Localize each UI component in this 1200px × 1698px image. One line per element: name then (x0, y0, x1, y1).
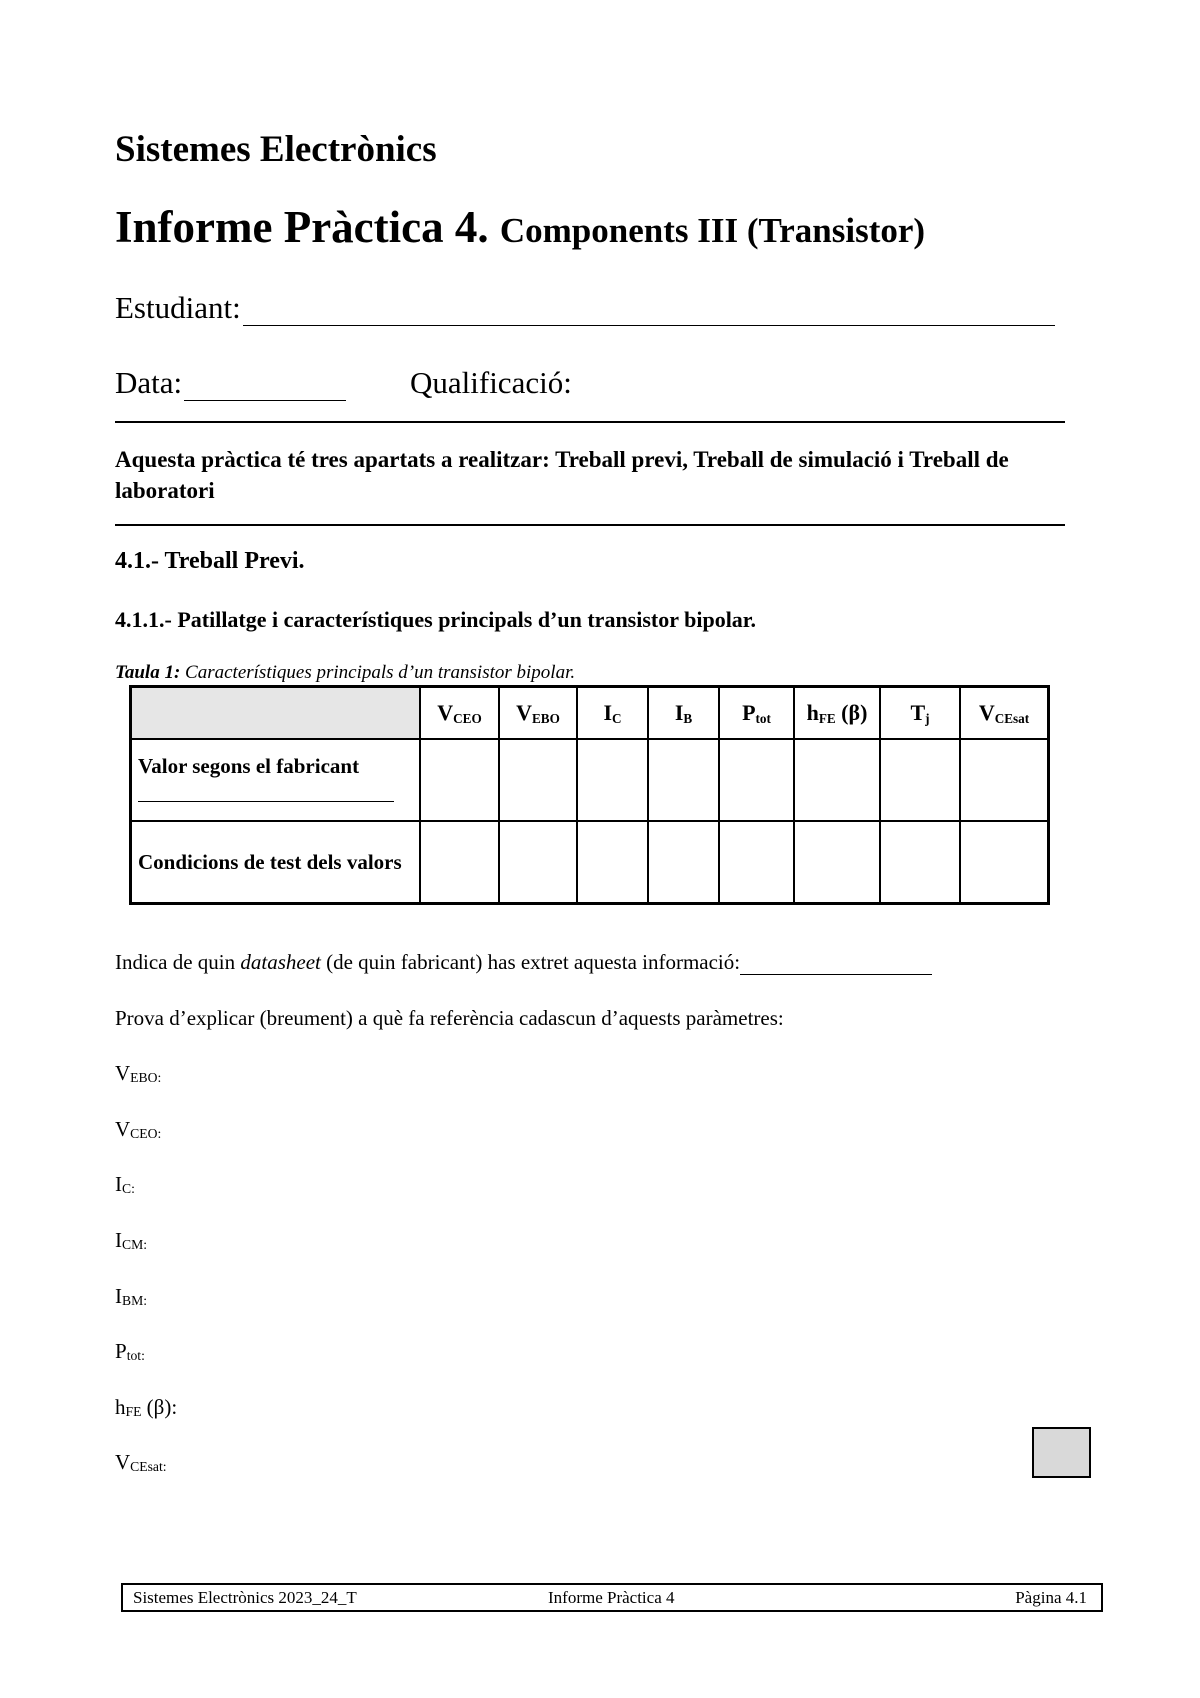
date-field (115, 365, 346, 401)
header-tj: $T_j$ (880, 687, 960, 740)
header-ib: $I_B$ (648, 687, 719, 740)
param-vcesat: $V_{CEsat:}$ (115, 1450, 167, 1474)
intro-text: Aquesta pràctica té tres apartats a realitzar: Treball previ, Treball de simulació i Treball de laboratori (115, 447, 1009, 503)
footer-page-number: Pàgina 4.1 (1015, 1588, 1087, 1607)
student-label: Estudiant: (115, 290, 241, 325)
course-title: Sistemes Electrònics (115, 129, 437, 170)
footer-report: Informe Pràctica 4 (548, 1588, 675, 1607)
table-header-row (131, 687, 1049, 740)
student-name-line[interactable] (243, 295, 1055, 326)
table-cell[interactable] (420, 821, 499, 904)
table-cell[interactable] (794, 821, 880, 904)
student-field (115, 290, 1055, 326)
divider-bottom (115, 524, 1065, 526)
param-icm: $I_{CM:}$ (115, 1228, 148, 1252)
header-ptot: $P_{tot}$ (719, 687, 794, 740)
table-caption-text: Característiques principals d’un transistor bipolar. (185, 662, 576, 683)
table-cell[interactable] (880, 821, 960, 904)
table-cell[interactable] (719, 739, 794, 821)
table-cell[interactable] (499, 739, 577, 821)
section-heading: 4.1.- Treball Previ. (115, 548, 305, 574)
param-vebo: $V_{EBO:}$ (115, 1061, 162, 1085)
table-cell[interactable] (719, 821, 794, 904)
header-vebo: $V_{EBO}$ (499, 687, 577, 740)
grade-box[interactable] (1032, 1427, 1091, 1478)
manufacturer-line[interactable] (138, 791, 394, 802)
page-footer (121, 1583, 1103, 1612)
row-label-test-conditions: Condicions de test dels valors (131, 821, 421, 904)
table-header-empty (131, 687, 421, 740)
table-cell[interactable] (648, 739, 719, 821)
grade-label: Qualificació: (410, 365, 572, 400)
row-label-manufacturer: Valor segons el fabricant (131, 739, 421, 821)
table-cell[interactable] (648, 821, 719, 904)
table-cell[interactable] (960, 821, 1049, 904)
table-cell[interactable] (960, 739, 1049, 821)
report-title-sub: Components III (Transistor) (499, 211, 926, 250)
date-line[interactable] (184, 370, 346, 401)
table-caption (115, 662, 575, 684)
table-cell[interactable] (794, 739, 880, 821)
date-label: Data: (115, 365, 183, 400)
param-hfe: $h_{FE}$ (β): (115, 1395, 178, 1419)
report-title (115, 201, 925, 253)
divider-top (115, 421, 1065, 423)
report-title-main: Informe Pràctica 4. (115, 202, 489, 252)
table-cell[interactable] (880, 739, 960, 821)
datasheet-answer-line[interactable] (740, 954, 932, 975)
footer-course: Sistemes Electrònics 2023_24_T (133, 1588, 357, 1607)
explain-question: Prova d’explicar (breument) a què fa referència cadascun d’aquests paràmetres: (115, 1006, 784, 1030)
param-ibm: $I_{BM:}$ (115, 1284, 148, 1308)
characteristics-table (129, 685, 1050, 905)
table-cell[interactable] (420, 739, 499, 821)
table-row (131, 821, 1049, 904)
param-vceo: $V_{CEO:}$ (115, 1117, 162, 1141)
table-cell[interactable] (577, 739, 648, 821)
header-ic: $I_C$ (577, 687, 648, 740)
datasheet-question: Indica de quin datasheet (de quin fabricant) has extret aquesta informació: (115, 950, 932, 975)
subsection-heading: 4.1.1.- Patillatge i característiques principals d’un transistor bipolar. (115, 607, 757, 632)
header-vcesat: $V_{CEsat}$ (960, 687, 1049, 740)
table-row (131, 739, 1049, 821)
header-hfe: $h_{FE}$ (β) (794, 687, 880, 740)
param-ic: $I_{C:}$ (115, 1172, 135, 1196)
table-cell[interactable] (499, 821, 577, 904)
header-vceo: $V_{CEO}$ (420, 687, 499, 740)
table-cell[interactable] (577, 821, 648, 904)
table-caption-label: Taula 1: (115, 662, 181, 683)
param-ptot: $P_{tot:}$ (115, 1339, 145, 1363)
